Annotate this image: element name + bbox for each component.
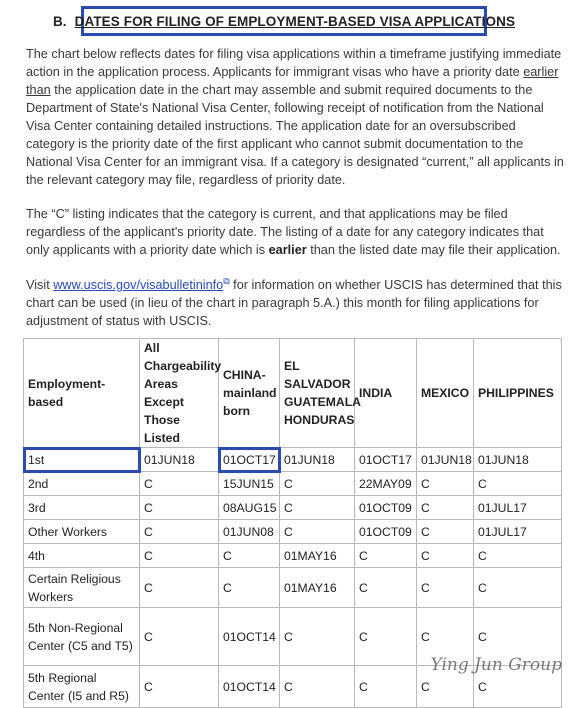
- date-cell: C: [140, 472, 219, 496]
- table-row: [24, 448, 562, 472]
- date-cell: C: [417, 520, 474, 544]
- date-cell: C: [140, 520, 219, 544]
- date-cell: 22MAY09: [355, 472, 417, 496]
- date-cell: C: [140, 544, 219, 568]
- category-cell: 1st: [24, 448, 140, 472]
- date-cell: 01JUN18: [474, 448, 562, 472]
- date-cell: 01OCT09: [355, 496, 417, 520]
- intro-text-2: the application date in the chart may assemble and submit required documents to the Department of State's National Visa Center, following receipt of notification from the National Visa Center containing detailed instructions. The application date for an oversubscribed category is the priority date of the first applicant who cannot submit documentation to the National Visa Center for an immigrant visa. If a category is designated “current,” all applicants in the relevant category may file, regardless of priority date.: [26, 83, 564, 187]
- date-cell: C: [355, 666, 417, 708]
- section-title: [53, 14, 515, 29]
- table-header-row: [24, 339, 562, 448]
- date-cell: 08AUG15: [219, 496, 280, 520]
- date-cell: C: [219, 568, 280, 608]
- category-cell: 5th Regional Center (I5 and R5): [24, 666, 140, 708]
- column-header: MEXICO: [417, 339, 474, 448]
- date-cell: 01JUN18: [140, 448, 219, 472]
- table-row: [24, 496, 562, 520]
- date-cell: C: [417, 544, 474, 568]
- date-cell: C: [417, 666, 474, 708]
- date-cell: C: [417, 608, 474, 666]
- date-cell: 01OCT14: [219, 666, 280, 708]
- section-title-box: [52, 6, 516, 36]
- intro-text-1: The chart below reflects dates for filing visa applications within a timeframe justifying immediate action in the application process. Applicants for immigrant visas who have a priority date: [26, 47, 562, 79]
- date-cell: C: [140, 496, 219, 520]
- date-cell: 01OCT17: [355, 448, 417, 472]
- date-cell: 01MAY16: [280, 544, 355, 568]
- date-cell: 01OCT09: [355, 520, 417, 544]
- section-number: B.: [52, 13, 67, 29]
- intro-underlined-term: earlier than: [26, 65, 559, 97]
- visa-dates-table: [23, 338, 562, 708]
- date-cell: C: [140, 666, 219, 708]
- table-row: [24, 568, 562, 608]
- category-cell: 3rd: [24, 496, 140, 520]
- category-cell: Other Workers: [24, 520, 140, 544]
- date-cell: C: [280, 608, 355, 666]
- date-cell: C: [355, 568, 417, 608]
- column-header: PHILIPPINES: [474, 339, 562, 448]
- date-cell: C: [280, 472, 355, 496]
- date-cell: C: [280, 666, 355, 708]
- uscis-text-1: Visit: [26, 278, 54, 293]
- date-cell: 01OCT14: [219, 608, 280, 666]
- date-cell: C: [474, 608, 562, 666]
- date-cell: C: [355, 544, 417, 568]
- date-cell: C: [140, 608, 219, 666]
- date-cell: 01JUL17: [474, 496, 562, 520]
- date-cell: C: [417, 568, 474, 608]
- date-cell: C: [474, 472, 562, 496]
- category-cell: 5th Non-Regional Center (C5 and T5): [24, 608, 140, 666]
- column-header: EL SALVADOR GUATEMALA HONDURAS: [280, 339, 355, 448]
- current-listing-paragraph: [26, 205, 566, 259]
- column-header: Employment-based: [24, 339, 140, 448]
- uscis-link[interactable]: www.uscis.gov/visabulletininfo: [53, 278, 224, 293]
- table-row: [24, 472, 562, 496]
- section-title-text: DATES FOR FILING OF EMPLOYMENT-BASED VISA APPLICATIONS: [74, 13, 516, 29]
- table-row: [24, 544, 562, 568]
- date-cell: C: [280, 520, 355, 544]
- date-cell: 01JUN18: [280, 448, 355, 472]
- current-text-2: than the listed date may file their application.: [306, 243, 561, 257]
- date-cell: 01OCT17: [219, 448, 280, 472]
- date-cell: C: [140, 568, 219, 608]
- date-cell: 15JUN15: [219, 472, 280, 496]
- table-row: [24, 520, 562, 544]
- uscis-text-2: for information on whether USCIS has determined that this chart can be used (in lieu of the chart in paragraph 5.A.) this month for filing applications for adjustment of status with USCIS.: [26, 278, 562, 329]
- category-cell: Certain Religious Workers: [24, 568, 140, 608]
- watermark-logo: Ying Jun Group: [430, 655, 562, 675]
- category-cell: 2nd: [24, 472, 140, 496]
- current-text-1: The “C” listing indicates that the category is current, and that applications may be filed regardless of the applicant's priority date. The listing of a date for any category indicates that only applicants with a priority date which is: [26, 207, 544, 257]
- external-link-icon[interactable]: ⧉: [223, 276, 230, 286]
- category-cell: 4th: [24, 544, 140, 568]
- date-cell: 01MAY16: [280, 568, 355, 608]
- date-cell: C: [280, 496, 355, 520]
- date-cell: C: [417, 496, 474, 520]
- date-cell: 01JUN08: [219, 520, 280, 544]
- column-header: All Chargeability Areas Except Those Listed: [140, 339, 219, 448]
- date-cell: 01JUN18: [417, 448, 474, 472]
- date-cell: 01JUL17: [474, 520, 562, 544]
- date-cell: C: [474, 666, 562, 708]
- date-cell: C: [355, 608, 417, 666]
- uscis-paragraph: [26, 272, 566, 330]
- column-header: CHINA-mainland born: [219, 339, 280, 448]
- intro-paragraph: [26, 45, 566, 189]
- date-cell: C: [417, 472, 474, 496]
- date-cell: C: [474, 544, 562, 568]
- date-cell: C: [474, 568, 562, 608]
- current-bold-term: earlier: [268, 243, 307, 257]
- date-cell: C: [219, 544, 280, 568]
- column-header: INDIA: [355, 339, 417, 448]
